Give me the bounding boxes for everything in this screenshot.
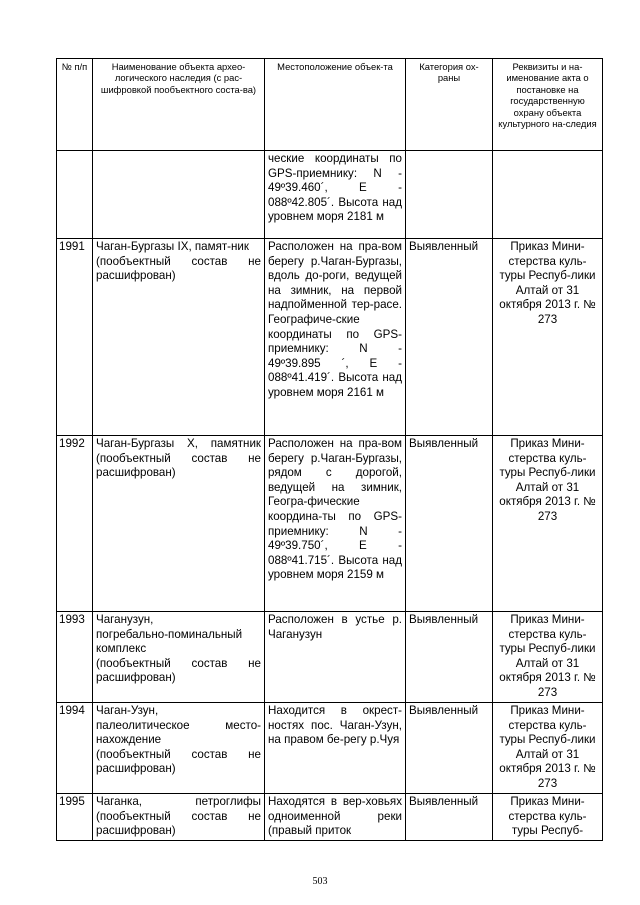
act-cell: Приказ Мини-стерства куль-туры Респуб-лики Алтай от 31 октября 2013 г. № 273 [493, 612, 603, 703]
object-name-cell: Чаганка, петроглифы (пообъектный состав не расшифрован) [93, 794, 265, 841]
object-name-cell: Чаган-Бургазы IX, памят-ник (пообъектный состав не расшифрован) [93, 239, 265, 436]
act-cell: Приказ Мини-стерства куль-туры Респуб- [493, 794, 603, 841]
row-number: 1992 [57, 436, 93, 612]
header-category: Категория ох-раны [406, 59, 493, 151]
page-number: 503 [312, 876, 328, 887]
category-cell: Выявленный [406, 703, 493, 794]
row-number: 1995 [57, 794, 93, 841]
act-cell: Приказ Мини-стерства куль-туры Респуб-лики Алтай от 31 октября 2013 г. № 273 [493, 703, 603, 794]
heritage-register-table [56, 58, 603, 841]
table-row [57, 436, 603, 612]
object-name-cell: Чаган-Бургазы X, памятник (пообъектный состав не расшифрован) [93, 436, 265, 612]
header-act: Реквизиты и на-именование акта о постановке на государственную охрану объекта культурного на-следия [493, 59, 603, 151]
location-cell: Находятся в вер-ховьях одноименной реки (правый приток [265, 794, 406, 841]
location-cell: Расположен на пра-вом берегу р.Чаган-Бургазы, рядом с дорогой, ведущей на зимник, Геогра-фические координа-ты по GPS-приемнику: N - 49º39.750´, E - 088º41.715´. Высота над уровнем моря 2159 м [265, 436, 406, 612]
row-number: 1993 [57, 612, 93, 703]
row-number: 1994 [57, 703, 93, 794]
category-cell: Выявленный [406, 612, 493, 703]
location-cell: ческие координаты по GPS-приемнику: N - 49º39.460´, E - 088º42.805´. Высота над уровнем моря 2181 м [265, 151, 406, 239]
table-row [57, 239, 603, 436]
row-number: 1991 [57, 239, 93, 436]
act-cell: Приказ Мини-стерства куль-туры Респуб-лики Алтай от 31 октября 2013 г. № 273 [493, 239, 603, 436]
table-header-row [57, 59, 603, 151]
category-cell: Выявленный [406, 239, 493, 436]
location-cell: Находится в окрест-ностях пос. Чаган-Узун, на правом бе-регу р.Чуя [265, 703, 406, 794]
header-location: Местоположение объек-та [265, 59, 406, 151]
category-cell: Выявленный [406, 794, 493, 841]
category-cell: Выявленный [406, 436, 493, 612]
table-row [57, 794, 603, 841]
table-row [57, 703, 603, 794]
location-cell: Расположен на пра-вом берегу р.Чаган-Бургазы, вдоль до-роги, ведущей на зимник, на первой надпойменной тер-расе. Географиче-ские координаты по GPS-приемнику: N - 49º39.895 ´, E - 088º41.419´. Высота над уровнем моря 2161 м [265, 239, 406, 436]
object-name-cell: Чаганузун, погребально-поминальный комплекс (пообъектный состав не расшифрован) [93, 612, 265, 703]
table-row [57, 612, 603, 703]
header-object-name: Наименование объекта архео-логического наследия (с рас-шифровкой пообъектного соста-ва) [93, 59, 265, 151]
object-name-cell: Чаган-Узун, палеолитическое место-нахождение (пообъектный состав не расшифрован) [93, 703, 265, 794]
location-cell: Расположен в устье р. Чаганузун [265, 612, 406, 703]
act-cell: Приказ Мини-стерства куль-туры Респуб-лики Алтай от 31 октября 2013 г. № 273 [493, 436, 603, 612]
header-number: № п/п [57, 59, 93, 151]
table-row-continuation [57, 151, 603, 239]
